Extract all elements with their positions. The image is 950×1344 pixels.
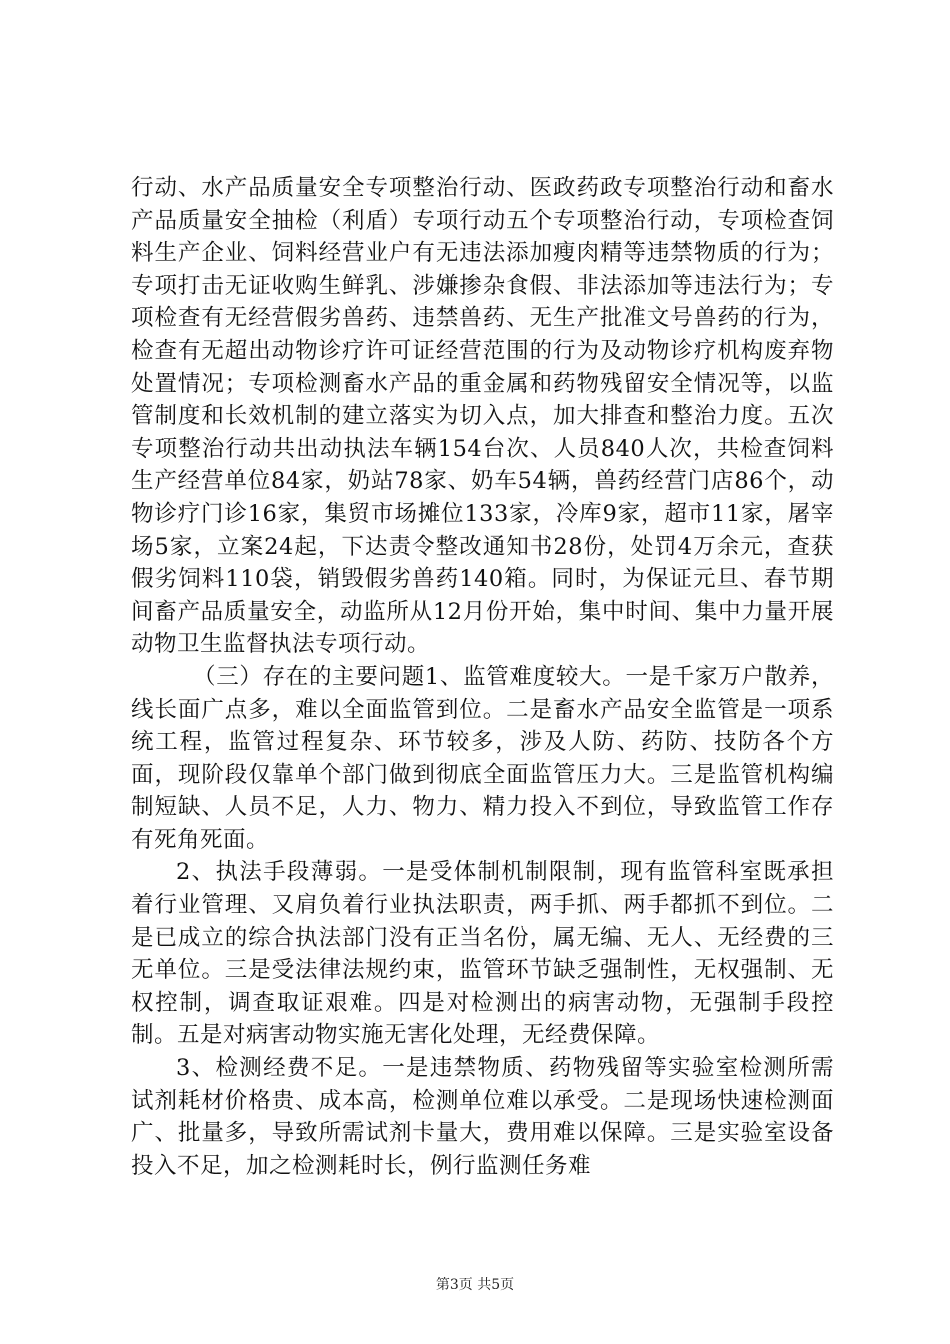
- body-paragraph-3: 2、执法手段薄弱。一是受体制机制限制，现有监管科室既承担着行业管理、又肩负着行业执法职责，两手抓、两手都抓不到位。二是已成立的综合执法部门没有正当名份，属无编、无人、无经费的三无单位。三是受法律法规约束，监管环节缺乏强制性，无权强制、无权控制，调查取证艰难。四是对检测出的病害动物，无强制手段控制。五是对病害动物实施无害化处理，无经费保障。: [131, 859, 834, 1049]
- body-paragraph-4: 3、检测经费不足。一是违禁物质、药物残留等实验室检测所需试剂耗材价格贵、成本高，检测单位难以承受。二是现场快速检测面广、批量多，导致所需试剂卡量大，费用难以保障。三是实验室设备投入不足，加之检测耗时长，例行监测任务难: [131, 1055, 834, 1179]
- document-body: [131, 172, 834, 1182]
- body-paragraph-1: 行动、水产品质量安全专项整治行动、医政药政专项整治行动和畜水产品质量安全抽检（利盾）专项行动五个专项整治行动，专项检查饲料生产企业、饲料经营业户有无违法添加瘦肉精等违禁物质的行为；专项打击无证收购生鲜乳、涉嫌掺杂食假、非法添加等违法行为；专项检查有无经营假劣兽药、违禁兽药、无生产批准文号兽药的行为，检查有无超出动物诊疗许可证经营范围的行为及动物诊疗机构废弃物处置情况；专项检测畜水产品的重金属和药物残留安全情况等，以监管制度和长效机制的建立落实为切入点，加大排查和整治力度。五次专项整治行动共出动执法车辆154台次、人员840人次，共检查饲料生产经营单位84家，奶站78家、奶车54辆，兽药经营门店86个，动物诊疗门诊16家，集贸市场摊位133家，冷库9家，超市11家，屠宰场5家，立案24起，下达责令整改通知书28份，处罚4万余元，查获假劣饲料110袋，销毁假劣兽药140箱。同时，为保证元旦、春节期间畜产品质量安全，动监所从12月份开始，集中时间、集中力量开展动物卫生监督执法专项行动。: [131, 175, 834, 658]
- body-paragraph-2: （三）存在的主要问题1、监管难度较大。一是千家万户散养，线长面广点多，难以全面监管到位。二是畜水产品安全监管是一项系统工程，监管过程复杂、环节较多，涉及人防、药防、技防各个方面，现阶段仅靠单个部门做到彻底全面监管压力大。三是监管机构编制短缺、人员不足，人力、物力、精力投入不到位，导致监管工作存有死角死面。: [131, 663, 834, 853]
- page-number-footer: 第3页 共5页: [435, 1277, 515, 1293]
